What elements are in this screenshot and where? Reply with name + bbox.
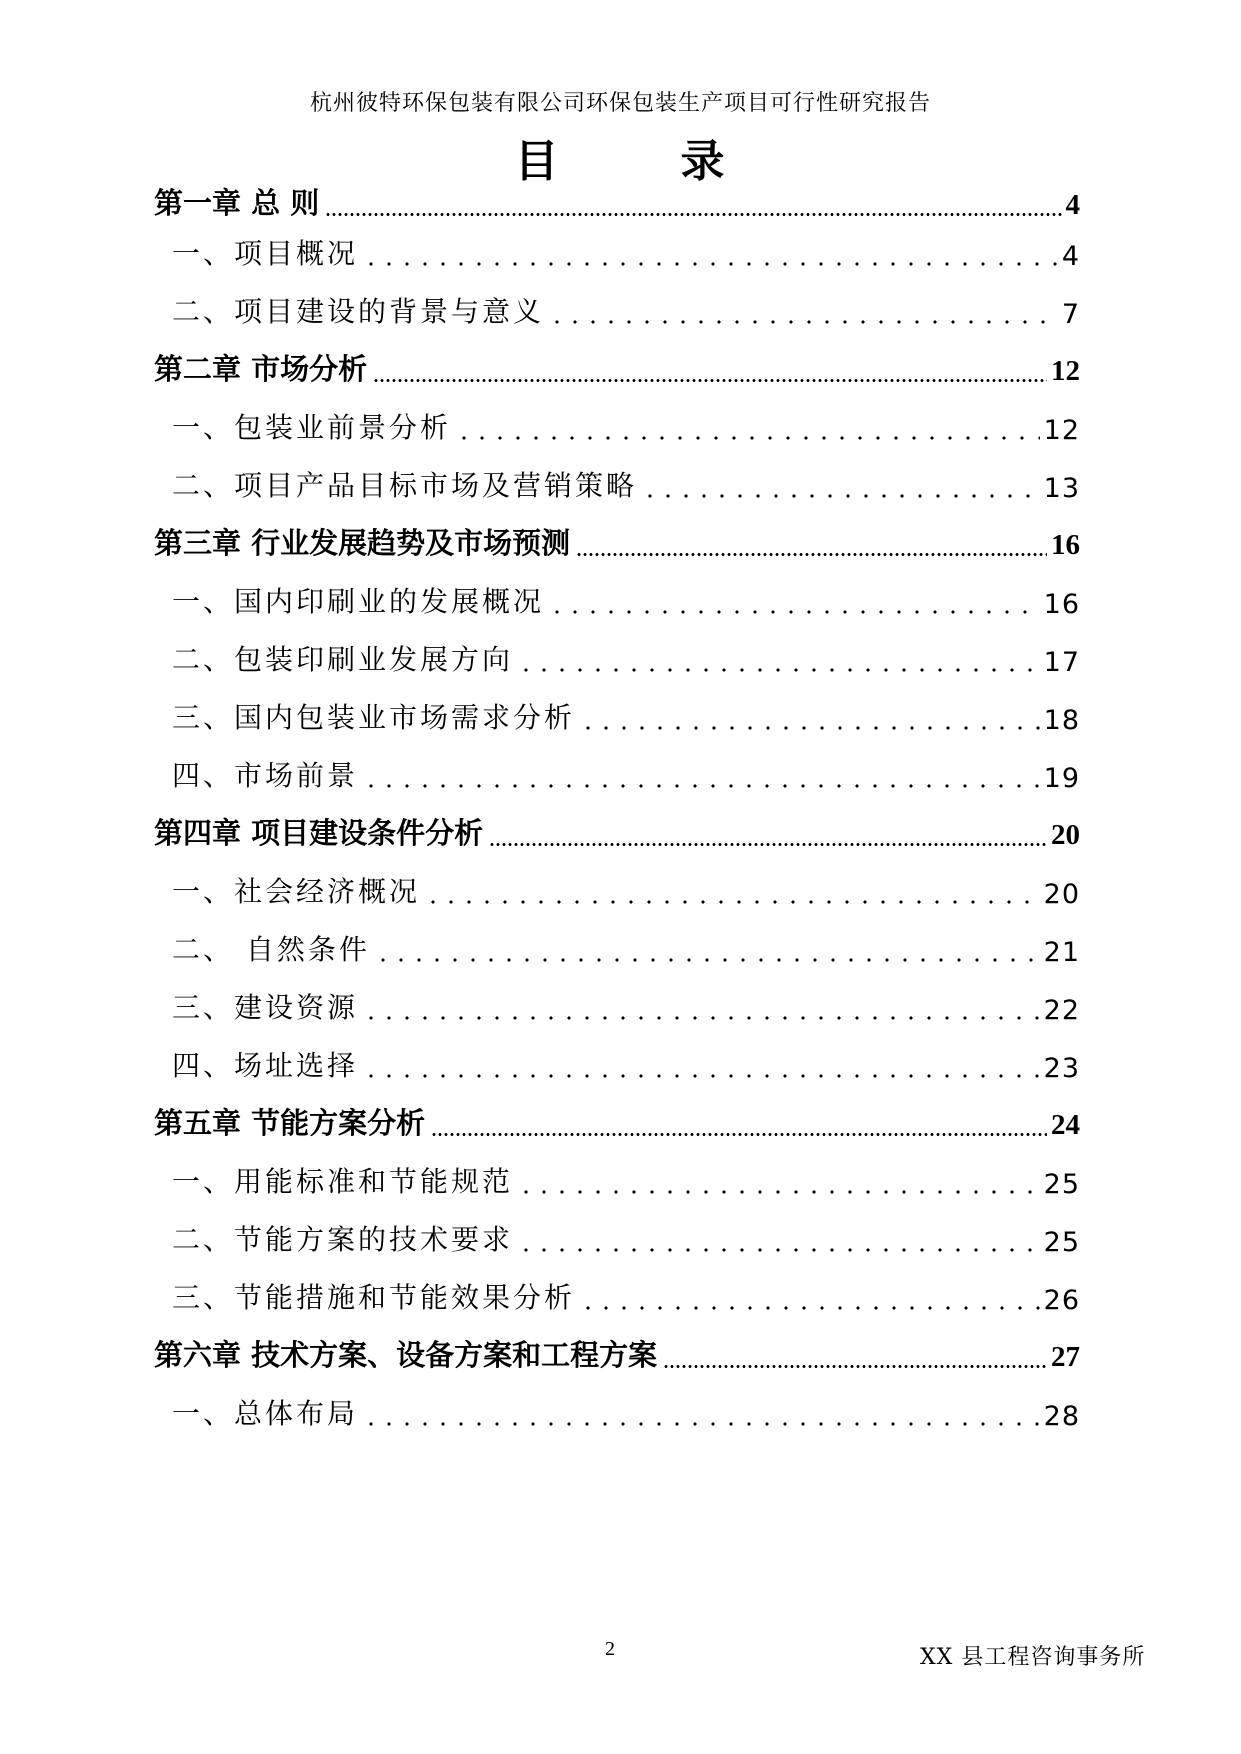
toc-section-entry[interactable] [154, 638, 1080, 678]
toc-leader-dots [367, 358, 1051, 388]
toc-section-entry[interactable] [154, 1044, 1080, 1084]
toc-entry-label: 一、包装业前景分析 [154, 406, 451, 446]
toc-leader-dots [513, 650, 1044, 678]
toc-section-entry[interactable] [154, 754, 1080, 794]
toc-chapter-entry[interactable] [154, 1334, 1080, 1374]
toc-section-entry[interactable] [154, 696, 1080, 736]
toc-section-entry[interactable] [154, 1218, 1080, 1258]
toc-section-entry[interactable] [154, 1392, 1080, 1432]
toc-leader-dots [358, 1056, 1044, 1084]
toc-entry-label: 一、项目概况 [154, 232, 358, 272]
toc-leader-dots [451, 418, 1044, 446]
toc-entry-label: 三、国内包装业市场需求分析 [154, 696, 575, 736]
toc-entry-label: 第六章 技术方案、设备方案和工程方案 [154, 1333, 657, 1374]
toc-entry-label: 二、 自然条件 [154, 928, 370, 968]
toc-chapter-entry[interactable] [154, 812, 1080, 852]
toc-entry-label: 二、节能方案的技术要求 [154, 1218, 513, 1258]
toc-entry-page: 26 [1043, 1285, 1080, 1316]
toc-leader-dots [483, 822, 1051, 852]
toc-entry-label: 第一章 总 则 [154, 181, 319, 222]
toc-entry-label: 二、项目建设的背景与意义 [154, 290, 544, 330]
toc-entry-page: 21 [1043, 937, 1080, 968]
toc-leader-dots [513, 1172, 1044, 1200]
toc-entry-page: 27 [1051, 1341, 1080, 1373]
toc-entry-label: 三、节能措施和节能效果分析 [154, 1276, 575, 1316]
toc-leader-dots [570, 532, 1051, 562]
toc-section-entry[interactable] [154, 580, 1080, 620]
toc-entry-label: 第五章 节能方案分析 [154, 1101, 425, 1142]
toc-leader-dots [358, 244, 1062, 272]
toc-entry-page: 16 [1051, 529, 1080, 561]
toc-chapter-entry[interactable] [154, 348, 1080, 388]
toc-section-entry[interactable] [154, 1276, 1080, 1316]
toc-entry-page: 16 [1043, 589, 1080, 620]
toc-entry-page: 18 [1043, 705, 1080, 736]
toc-entry-page: 23 [1043, 1053, 1080, 1084]
footer-page-number: 2 [605, 1638, 615, 1660]
toc-leader-dots [319, 192, 1065, 222]
toc-entry-page: 24 [1051, 1109, 1080, 1141]
toc-section-entry[interactable] [154, 870, 1080, 910]
toc-leader-dots [420, 882, 1044, 910]
toc-chapter-entry[interactable] [154, 522, 1080, 562]
toc-leader-dots [358, 766, 1044, 794]
toc-section-entry[interactable] [154, 1160, 1080, 1200]
toc-entry-label: 一、社会经济概况 [154, 870, 420, 910]
toc-leader-dots [575, 1288, 1044, 1316]
toc-leader-dots [358, 1404, 1044, 1432]
toc-entry-label: 四、场址选择 [154, 1044, 358, 1084]
toc-entry-label: 第四章 项目建设条件分析 [154, 811, 483, 852]
toc-title-right: 录 [680, 136, 727, 187]
toc-entry-label: 第二章 市场分析 [154, 347, 367, 388]
toc-title [0, 125, 1241, 189]
toc-entry-page: 20 [1051, 819, 1080, 851]
toc-section-entry[interactable] [154, 232, 1080, 272]
toc-section-entry[interactable] [154, 406, 1080, 446]
toc-section-entry[interactable] [154, 290, 1080, 330]
toc-leader-dots [575, 708, 1044, 736]
toc-leader-dots [370, 940, 1044, 968]
toc-entry-page: 12 [1051, 355, 1080, 387]
document-header: 杭州彼特环保包装有限公司环保包装生产项目可行性研究报告 [309, 91, 931, 116]
toc-leader-dots [544, 302, 1062, 330]
toc-entry-page: 22 [1043, 995, 1080, 1026]
toc-entry-page: 13 [1043, 473, 1080, 504]
toc-entry-label: 一、国内印刷业的发展概况 [154, 580, 544, 620]
toc-leader-dots [544, 592, 1044, 620]
toc-section-entry[interactable] [154, 464, 1080, 504]
toc-entry-label: 一、总体布局 [154, 1392, 358, 1432]
toc-leader-dots [425, 1112, 1051, 1142]
toc-leader-dots [637, 476, 1044, 504]
toc-entry-page: 28 [1043, 1401, 1080, 1432]
toc-entry-label: 二、项目产品目标市场及营销策略 [154, 464, 637, 504]
toc-leader-dots [513, 1230, 1044, 1258]
footer-organization: XX 县工程咨询事务所 [920, 1645, 1146, 1670]
toc-entry-label: 四、市场前景 [154, 754, 358, 794]
toc-chapter-entry[interactable] [154, 182, 1080, 222]
toc-entry-label: 第三章 行业发展趋势及市场预测 [154, 521, 570, 562]
toc-leader-dots [657, 1344, 1051, 1374]
toc-leader-dots [358, 998, 1044, 1026]
toc-entry-page: 19 [1043, 763, 1080, 794]
toc-entry-page: 20 [1043, 879, 1080, 910]
toc-entry-label: 一、用能标准和节能规范 [154, 1160, 513, 1200]
toc-entry-label: 二、包装印刷业发展方向 [154, 638, 513, 678]
toc-entry-page: 4 [1061, 241, 1080, 272]
toc-chapter-entry[interactable] [154, 1102, 1080, 1142]
toc-entry-page: 12 [1043, 415, 1080, 446]
toc-entry-page: 17 [1043, 647, 1080, 678]
toc-entry-page: 7 [1061, 299, 1080, 330]
toc-entry-page: 25 [1043, 1169, 1080, 1200]
toc-entry-page: 25 [1043, 1227, 1080, 1258]
toc-entry-page: 4 [1065, 189, 1080, 221]
toc-section-entry[interactable] [154, 928, 1080, 968]
toc-section-entry[interactable] [154, 986, 1080, 1026]
toc-title-left: 目 [514, 136, 561, 187]
toc-entry-label: 三、建设资源 [154, 986, 358, 1026]
